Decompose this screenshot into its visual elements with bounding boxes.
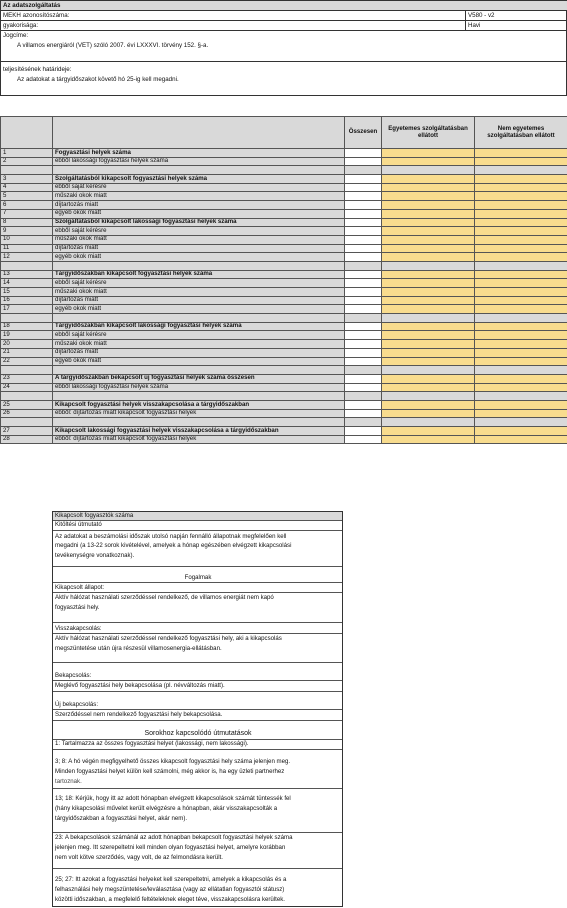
gyakorisag-label: gyakorisága:	[3, 22, 39, 29]
input-cell-osszesen[interactable]	[345, 296, 382, 305]
mekh-value: V580 - v2	[465, 11, 564, 20]
input-cell-osszesen[interactable]	[345, 192, 382, 201]
guide-bekap-1: Meglévő fogyasztási hely bekapcsolása (pl. névváltozás miatt).	[55, 682, 225, 689]
guide-s3-b: Minden fogyasztási helyet külön kell számolni, még akkor is, ha egy üzleti partnerhez	[55, 768, 285, 775]
hatarido-row	[1, 62, 566, 95]
input-cell-nem-egyetemes[interactable]	[475, 331, 567, 340]
guide-kikapcsolt-title: Kikapcsolt állapot:	[55, 584, 105, 591]
input-cell-egyetemes[interactable]	[382, 383, 475, 392]
input-cell-osszesen[interactable]	[345, 340, 382, 349]
input-cell-nem-egyetemes[interactable]	[475, 201, 567, 210]
guide-fogalmak: Fogalmak	[184, 574, 212, 581]
table-header-row	[1, 117, 567, 149]
table-spacer-row	[1, 366, 567, 375]
input-cell-egyetemes	[382, 261, 475, 270]
guide-s25-b: felhasználási hely megszüntetése/leválasztása (vagy az ellátatlan fogyasztói státusz)	[55, 886, 285, 893]
input-cell-osszesen[interactable]	[345, 227, 382, 236]
row-number	[1, 366, 53, 375]
input-cell-nem-egyetemes[interactable]	[475, 192, 567, 201]
guide-vissza-2: megszüntetése után újra részesül villamosenergia-ellátásban.	[55, 645, 222, 652]
col-header-nem-egyetemes: Nem egyetemes szolgáltatásban ellátott	[475, 117, 567, 149]
guide-kikapcsolt-1: Aktív hálózat használati szerződéssel rendelkező, de villamos energiát nem kapó	[55, 594, 274, 601]
gyakorisag-row	[1, 21, 566, 31]
input-cell-egyetemes[interactable]	[382, 296, 475, 305]
row-label: ebből saját kérésre	[53, 279, 345, 288]
input-cell-osszesen[interactable]	[345, 209, 382, 218]
input-cell-nem-egyetemes[interactable]	[475, 340, 567, 349]
table-row	[1, 201, 567, 210]
input-cell-nem-egyetemes[interactable]	[475, 279, 567, 288]
input-cell-nem-egyetemes	[475, 392, 567, 401]
row-label: díjtartozás miatt	[53, 348, 345, 357]
row-label: műszaki okok miatt	[53, 288, 345, 297]
row-label: díjtartozás miatt	[53, 244, 345, 253]
row-number: 28	[1, 435, 53, 444]
input-cell-egyetemes[interactable]	[382, 201, 475, 210]
guide-intro-1: Az adatokat a beszámolási időszak utolsó napján fennálló állapotnak megfelelően kell	[55, 533, 287, 540]
row-number: 17	[1, 305, 53, 314]
guide-kitoltesi: Kitöltési útmutató	[55, 521, 102, 528]
col-header-label	[53, 117, 345, 149]
input-cell-osszesen	[345, 418, 382, 427]
header-title: Az adatszolgáltatás	[1, 1, 567, 11]
input-cell-osszesen[interactable]	[345, 374, 382, 383]
row-label: Szolgáltatásból kikapcsolt lakossági fogyasztási helyek száma	[53, 218, 345, 227]
input-cell-egyetemes	[382, 418, 475, 427]
table-row	[1, 322, 567, 331]
input-cell-nem-egyetemes[interactable]	[475, 175, 567, 184]
guide-s23-b: jelenjen meg. Itt szerepeltetni kell minden olyan fogyasztási helyet, amelyre korábban	[55, 844, 286, 851]
col-header-osszesen: Összesen	[345, 117, 382, 149]
input-cell-egyetemes[interactable]	[382, 340, 475, 349]
input-cell-egyetemes[interactable]	[382, 322, 475, 331]
row-number: 8	[1, 218, 53, 227]
table-row	[1, 435, 567, 444]
row-number: 14	[1, 279, 53, 288]
row-label: ebből: díjtartozás miatt kikapcsolt fogyasztási helyek	[53, 409, 345, 418]
row-number	[1, 418, 53, 427]
input-cell-osszesen[interactable]	[345, 235, 382, 244]
row-label: ebből saját kérésre	[53, 183, 345, 192]
row-label	[53, 166, 345, 175]
header-block	[0, 0, 567, 96]
row-number	[1, 166, 53, 175]
input-cell-egyetemes[interactable]	[382, 175, 475, 184]
input-cell-osszesen[interactable]	[345, 305, 382, 314]
table-spacer-row	[1, 314, 567, 323]
input-cell-nem-egyetemes[interactable]	[475, 296, 567, 305]
table-row	[1, 149, 567, 158]
jogcime-value: A villamos energiáról (VET) szóló 2007. évi LXXXVI. törvény 152. §-a.	[17, 42, 209, 49]
input-cell-osszesen[interactable]	[345, 435, 382, 444]
input-cell-nem-egyetemes[interactable]	[475, 270, 567, 279]
guide-bekap-title: Bekapcsolás:	[55, 672, 92, 679]
input-cell-nem-egyetemes	[475, 314, 567, 323]
row-number: 20	[1, 340, 53, 349]
row-number: 5	[1, 192, 53, 201]
input-cell-nem-egyetemes	[475, 261, 567, 270]
input-cell-egyetemes[interactable]	[382, 227, 475, 236]
row-label: egyéb okok miatt	[53, 357, 345, 366]
guide-vissza-title: Visszakapcsolás:	[55, 625, 102, 632]
input-cell-nem-egyetemes[interactable]	[475, 357, 567, 366]
row-number: 7	[1, 209, 53, 218]
row-number: 4	[1, 183, 53, 192]
input-cell-osszesen[interactable]	[345, 218, 382, 227]
row-label: egyéb okok miatt	[53, 209, 345, 218]
table-row	[1, 279, 567, 288]
input-cell-osszesen	[345, 166, 382, 175]
input-cell-egyetemes[interactable]	[382, 409, 475, 418]
row-label: ebből lakossági fogyasztási helyek száma	[53, 157, 345, 166]
table-row	[1, 209, 567, 218]
table-row	[1, 357, 567, 366]
input-cell-egyetemes[interactable]	[382, 157, 475, 166]
input-cell-osszesen	[345, 366, 382, 375]
input-cell-osszesen[interactable]	[345, 288, 382, 297]
data-table	[0, 116, 567, 444]
table-row	[1, 427, 567, 436]
input-cell-egyetemes[interactable]	[382, 270, 475, 279]
table-row	[1, 348, 567, 357]
table-row	[1, 244, 567, 253]
table-row	[1, 218, 567, 227]
guide-s1: 1: Tartalmazza az összes fogyasztási helyet (lakossági, nem lakossági).	[55, 740, 249, 747]
row-number: 6	[1, 201, 53, 210]
row-number: 13	[1, 270, 53, 279]
row-number: 12	[1, 253, 53, 262]
row-number: 18	[1, 322, 53, 331]
col-header-num	[1, 117, 53, 149]
row-label: egyéb okok miatt	[53, 305, 345, 314]
input-cell-nem-egyetemes[interactable]	[475, 227, 567, 236]
guide-s25-c: közötti időszakban, a megfelelő feltételeknek eleget téve, visszakapcsolásra kerültek.	[55, 896, 285, 903]
row-label: Kikapcsolt lakossági fogyasztási helyek visszakapcsolása a tárgyidőszakban	[53, 427, 345, 436]
input-cell-osszesen[interactable]	[345, 157, 382, 166]
row-number: 24	[1, 383, 53, 392]
input-cell-nem-egyetemes	[475, 366, 567, 375]
guide-uj-title: Új bekapcsolás:	[55, 701, 99, 708]
input-cell-egyetemes[interactable]	[382, 305, 475, 314]
input-cell-nem-egyetemes[interactable]	[475, 218, 567, 227]
row-number: 16	[1, 296, 53, 305]
guide-sorok-title: Sorokhoz kapcsolódó útmutatások	[144, 730, 252, 737]
row-label: díjtartozás miatt	[53, 296, 345, 305]
mekh-label: MEKH azonosítószáma:	[3, 12, 70, 19]
row-label: Szolgáltatásból kikapcsolt fogyasztási helyek száma	[53, 175, 345, 184]
row-label: Kikapcsolt fogyasztási helyek visszakapcsolása a tárgyidőszakban	[53, 400, 345, 409]
input-cell-egyetemes[interactable]	[382, 400, 475, 409]
input-cell-egyetemes	[382, 166, 475, 175]
input-cell-osszesen[interactable]	[345, 201, 382, 210]
row-label	[53, 392, 345, 401]
row-number: 23	[1, 374, 53, 383]
input-cell-osszesen[interactable]	[345, 427, 382, 436]
input-cell-nem-egyetemes[interactable]	[475, 374, 567, 383]
table-spacer-row	[1, 261, 567, 270]
row-number: 10	[1, 235, 53, 244]
hatarido-label: teljesítésének határideje:	[3, 66, 72, 73]
input-cell-nem-egyetemes	[475, 418, 567, 427]
input-cell-osszesen[interactable]	[345, 244, 382, 253]
row-label: műszaki okok miatt	[53, 192, 345, 201]
guide-s13-c: tárgyidőszakban a fogyasztási helyet, akár nem).	[55, 815, 188, 822]
table-row	[1, 235, 567, 244]
input-cell-egyetemes[interactable]	[382, 374, 475, 383]
input-cell-osszesen[interactable]	[345, 400, 382, 409]
row-number	[1, 392, 53, 401]
row-label	[53, 261, 345, 270]
row-number: 3	[1, 175, 53, 184]
hatarido-value: Az adatokat a tárgyidőszakot követő hó 25-ig kell megadni.	[17, 76, 179, 83]
input-cell-nem-egyetemes[interactable]	[475, 305, 567, 314]
table-spacer-row	[1, 392, 567, 401]
input-cell-egyetemes[interactable]	[382, 348, 475, 357]
guide-s3-c: tartoznak.	[55, 778, 82, 785]
row-label: egyéb okok miatt	[53, 253, 345, 262]
row-label: műszaki okok miatt	[53, 340, 345, 349]
guide-block	[52, 511, 343, 907]
table-row	[1, 157, 567, 166]
table-row	[1, 227, 567, 236]
table-spacer-row	[1, 418, 567, 427]
table-row	[1, 296, 567, 305]
input-cell-nem-egyetemes	[475, 166, 567, 175]
input-cell-nem-egyetemes[interactable]	[475, 235, 567, 244]
input-cell-nem-egyetemes[interactable]	[475, 427, 567, 436]
row-label: ebből: díjtartozás miatt kikapcsolt fogyasztási helyek	[53, 435, 345, 444]
input-cell-osszesen[interactable]	[345, 175, 382, 184]
input-cell-osszesen	[345, 261, 382, 270]
input-cell-egyetemes[interactable]	[382, 244, 475, 253]
row-number: 2	[1, 157, 53, 166]
guide-s23-a: 23: A bekapcsolások számánál az adott hónapban bekapcsolt fogyasztási helyek száma	[55, 834, 293, 841]
input-cell-nem-egyetemes[interactable]	[475, 253, 567, 262]
input-cell-osszesen[interactable]	[345, 357, 382, 366]
input-cell-egyetemes	[382, 366, 475, 375]
input-cell-osszesen[interactable]	[345, 409, 382, 418]
input-cell-egyetemes[interactable]	[382, 183, 475, 192]
table-row	[1, 175, 567, 184]
input-cell-egyetemes[interactable]	[382, 192, 475, 201]
guide-s25-a: 25; 27: Itt azokat a fogyasztási helyeket kell szerepeltetni, amelyek a kikapcsolás és a	[55, 876, 287, 883]
row-number: 26	[1, 409, 53, 418]
row-number: 25	[1, 400, 53, 409]
row-label	[53, 314, 345, 323]
input-cell-egyetemes[interactable]	[382, 253, 475, 262]
row-label: ebből lakossági fogyasztási helyek száma	[53, 383, 345, 392]
row-number: 21	[1, 348, 53, 357]
input-cell-osszesen[interactable]	[345, 183, 382, 192]
input-cell-nem-egyetemes[interactable]	[475, 149, 567, 158]
table-row	[1, 374, 567, 383]
input-cell-egyetemes[interactable]	[382, 279, 475, 288]
mekh-row	[1, 11, 566, 21]
row-label: Fogyasztási helyek száma	[53, 149, 345, 158]
table-row	[1, 253, 567, 262]
row-number: 22	[1, 357, 53, 366]
guide-intro-3: tevékenységre vonatkoznak).	[55, 552, 135, 559]
table-spacer-row	[1, 166, 567, 175]
jogcime-label: Jogcíme:	[3, 32, 29, 39]
table-row	[1, 400, 567, 409]
table-row	[1, 340, 567, 349]
guide-kikapcsolt-2: fogyasztási hely.	[55, 604, 100, 611]
input-cell-nem-egyetemes[interactable]	[475, 322, 567, 331]
input-cell-egyetemes[interactable]	[382, 331, 475, 340]
row-number	[1, 314, 53, 323]
guide-title: Kikapcsolt fogyasztók száma	[53, 512, 342, 520]
input-cell-nem-egyetemes[interactable]	[475, 209, 567, 218]
row-number: 9	[1, 227, 53, 236]
input-cell-egyetemes[interactable]	[382, 288, 475, 297]
jogcime-row	[1, 31, 566, 62]
input-cell-osszesen[interactable]	[345, 383, 382, 392]
row-number: 11	[1, 244, 53, 253]
row-label: Tárgyidőszakban kikapcsolt lakossági fogyasztási helyek száma	[53, 322, 345, 331]
input-cell-nem-egyetemes[interactable]	[475, 409, 567, 418]
input-cell-osszesen[interactable]	[345, 322, 382, 331]
gyakorisag-value: Havi	[465, 21, 564, 30]
row-label: műszaki okok miatt	[53, 235, 345, 244]
row-number: 19	[1, 331, 53, 340]
row-number	[1, 261, 53, 270]
input-cell-nem-egyetemes[interactable]	[475, 348, 567, 357]
input-cell-egyetemes[interactable]	[382, 218, 475, 227]
input-cell-nem-egyetemes[interactable]	[475, 288, 567, 297]
guide-intro-2: megadni (a 13-22 sorok kivételével, amelyek a hónap egészében elvégzett kikapcsolási	[55, 542, 292, 549]
input-cell-osszesen[interactable]	[345, 253, 382, 262]
table-row	[1, 270, 567, 279]
input-cell-nem-egyetemes[interactable]	[475, 244, 567, 253]
input-cell-egyetemes[interactable]	[382, 357, 475, 366]
row-label: díjtartozás miatt	[53, 201, 345, 210]
row-label	[53, 418, 345, 427]
input-cell-egyetemes	[382, 392, 475, 401]
input-cell-nem-egyetemes[interactable]	[475, 183, 567, 192]
table-row	[1, 383, 567, 392]
table-row	[1, 183, 567, 192]
input-cell-osszesen[interactable]	[345, 331, 382, 340]
guide-uj-1: Szerződéssel nem rendelkező fogyasztási hely bekapcsolása.	[55, 711, 223, 718]
input-cell-osszesen[interactable]	[345, 270, 382, 279]
input-cell-egyetemes[interactable]	[382, 149, 475, 158]
row-label: ebből saját kérésre	[53, 331, 345, 340]
input-cell-osszesen[interactable]	[345, 279, 382, 288]
input-cell-egyetemes[interactable]	[382, 427, 475, 436]
input-cell-osszesen	[345, 314, 382, 323]
input-cell-osszesen[interactable]	[345, 149, 382, 158]
row-label: Tárgyidőszakban kikapcsolt fogyasztási helyek száma	[53, 270, 345, 279]
col-header-egyetemes: Egyetemes szolgáltatásban ellátott	[382, 117, 475, 149]
row-label: ebből saját kérésre	[53, 227, 345, 236]
guide-s23-c: nem volt kötve szerződés, vagy volt, de az felmondásra került.	[55, 854, 223, 861]
input-cell-osszesen[interactable]	[345, 348, 382, 357]
input-cell-egyetemes[interactable]	[382, 209, 475, 218]
input-cell-nem-egyetemes[interactable]	[475, 157, 567, 166]
input-cell-nem-egyetemes[interactable]	[475, 383, 567, 392]
table-row	[1, 288, 567, 297]
input-cell-egyetemes	[382, 314, 475, 323]
guide-s3-a: 3; 8: A hó végén megfigyelhető összes kikapcsolt fogyasztási hely száma jelenjen meg.	[55, 758, 291, 765]
table-row	[1, 331, 567, 340]
table-row	[1, 192, 567, 201]
table-row	[1, 305, 567, 314]
table-row	[1, 409, 567, 418]
guide-s13-a: 13; 18: Kérjük, hogy itt az adott hónapban elvégzett kikapcsolások számát tüntessék fel	[55, 795, 291, 802]
input-cell-osszesen	[345, 392, 382, 401]
input-cell-egyetemes[interactable]	[382, 435, 475, 444]
row-number: 1	[1, 149, 53, 158]
input-cell-nem-egyetemes[interactable]	[475, 435, 567, 444]
input-cell-egyetemes[interactable]	[382, 235, 475, 244]
guide-s13-b: (hány kikapcsolási művelet került elvégzésre a hónapban, akár visszakapcsolták a	[55, 805, 278, 812]
row-number: 27	[1, 427, 53, 436]
input-cell-nem-egyetemes[interactable]	[475, 400, 567, 409]
row-number: 15	[1, 288, 53, 297]
guide-vissza-1: Aktív hálózat használati szerződéssel rendelkező fogyasztási hely, aki a kikapcsolás	[55, 635, 282, 642]
row-label: A tárgyidőszakban bekapcsolt új fogyasztási helyek száma összesen	[53, 374, 345, 383]
row-label	[53, 366, 345, 375]
